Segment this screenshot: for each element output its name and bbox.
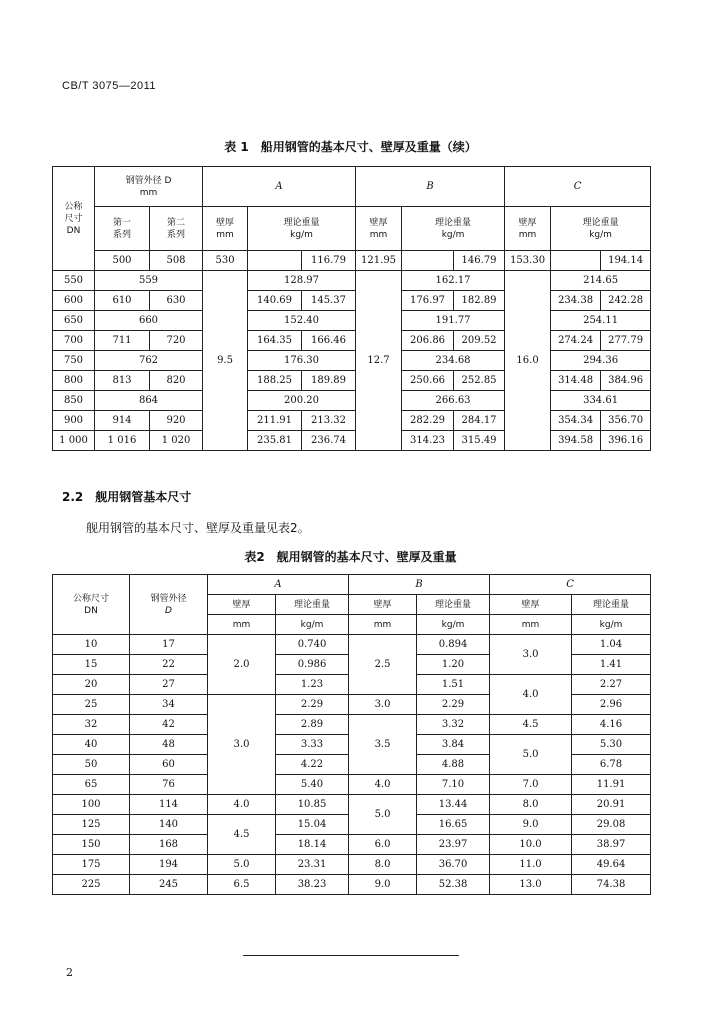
wall-cell-a-blank <box>248 251 302 271</box>
weight-cell-a-1: 211.91 <box>248 411 302 431</box>
weight-cell-c-1: 394.58 <box>551 431 601 451</box>
weight-cell-c-2: 242.28 <box>601 291 651 311</box>
group-c-header: C <box>490 575 651 595</box>
table2 <box>52 574 651 895</box>
weight-cell-c: 5.30 <box>572 735 651 755</box>
weight-cell-b-2: 182.89 <box>454 291 505 311</box>
weight-cell-b-2: 284.17 <box>454 411 505 431</box>
weight-cell-c: 11.91 <box>572 775 651 795</box>
weight-cell-c-2: 396.16 <box>601 431 651 451</box>
wall-cell-a: 4.5 <box>208 815 276 855</box>
weight-cell-b: 162.17 <box>402 271 505 291</box>
weight-cell-a: 3.33 <box>276 735 349 755</box>
group-b-header: B <box>349 575 490 595</box>
weight-cell-a: 38.23 <box>276 875 349 895</box>
dn-cell: 32 <box>53 715 130 735</box>
weight-cell-a: 4.22 <box>276 755 349 775</box>
weight-cell-c: 1.41 <box>572 655 651 675</box>
weight-cell-b-1: 250.66 <box>402 371 454 391</box>
dn-cell: 900 <box>53 411 95 431</box>
weight-cell-c: 1.04 <box>572 635 651 655</box>
wall-unit-c: mm <box>490 615 572 635</box>
wall-cell-a: 5.0 <box>208 855 276 875</box>
footer-rule <box>243 955 459 956</box>
weight-cell-c: 38.97 <box>572 835 651 855</box>
dn-cell: 15 <box>53 655 130 675</box>
weight-cell-b: 13.44 <box>417 795 490 815</box>
table1 <box>52 166 651 451</box>
weight-header-c: 理论重量 kg/m <box>551 207 651 251</box>
group-a-header: A <box>208 575 349 595</box>
dn-cell: 850 <box>53 391 95 411</box>
weight-cell-b: 3.84 <box>417 735 490 755</box>
wall-cell-a: 6.5 <box>208 875 276 895</box>
table-row <box>53 271 651 291</box>
weight-header-c: 理论重量 <box>572 595 651 615</box>
od-cell: 34 <box>130 695 208 715</box>
weight-cell-b-1: 146.79 <box>454 251 505 271</box>
weight-cell-c-2: 384.96 <box>601 371 651 391</box>
weight-cell-a: 2.29 <box>276 695 349 715</box>
wall-cell-c-blank <box>551 251 601 271</box>
wall-cell-b: 3.5 <box>349 715 417 775</box>
weight-cell-b: 191.77 <box>402 311 505 331</box>
dn-cell: 20 <box>53 675 130 695</box>
weight-cell-a: 128.97 <box>248 271 356 291</box>
weight-unit-a: kg/m <box>276 615 349 635</box>
weight-cell-b-1: 176.97 <box>402 291 454 311</box>
group-a-header: A <box>203 167 356 207</box>
wall-unit-a: mm <box>208 615 276 635</box>
weight-cell-a: 200.20 <box>248 391 356 411</box>
dn-cell: 750 <box>53 351 95 371</box>
weight-cell-b: 1.51 <box>417 675 490 695</box>
od-cell: 48 <box>130 735 208 755</box>
od-series2-cell: 630 <box>150 291 203 311</box>
dn-cell: 125 <box>53 815 130 835</box>
table-row <box>53 855 651 875</box>
weight-cell-b-1: 206.86 <box>402 331 454 351</box>
weight-cell-a: 152.40 <box>248 311 356 331</box>
wall-cell-c: 13.0 <box>490 875 572 895</box>
weight-cell-b-1: 314.23 <box>402 431 454 451</box>
wall-cell-c: 7.0 <box>490 775 572 795</box>
od-header: 钢管外径 D mm <box>95 167 203 207</box>
od-cell: 76 <box>130 775 208 795</box>
od-series2-cell: 1 020 <box>150 431 203 451</box>
weight-cell-b: 36.70 <box>417 855 490 875</box>
od-cell: 22 <box>130 655 208 675</box>
dn-cell: 50 <box>53 755 130 775</box>
dn-cell: 600 <box>53 291 95 311</box>
table-row <box>53 431 651 451</box>
wall-cell-b: 2.5 <box>349 635 417 695</box>
weight-cell-b-2: 209.52 <box>454 331 505 351</box>
table-row <box>53 635 651 655</box>
wall-cell-c: 9.0 <box>490 815 572 835</box>
wall-header-b: 壁厚 <box>349 595 417 615</box>
dn-cell: 25 <box>53 695 130 715</box>
table-row <box>53 291 651 311</box>
dn-cell: 550 <box>53 271 95 291</box>
wall-cell-b: 12.7 <box>356 271 402 451</box>
table-row <box>53 331 651 351</box>
od-series2-cell: 530 <box>203 251 248 271</box>
weight-cell-b: 266.63 <box>402 391 505 411</box>
weight-cell-c-1: 354.34 <box>551 411 601 431</box>
table-row <box>53 311 651 331</box>
wall-cell-a: 2.0 <box>208 635 276 695</box>
wall-cell-c: 16.0 <box>505 271 551 451</box>
od-cell: 17 <box>130 635 208 655</box>
weight-cell-c: 49.64 <box>572 855 651 875</box>
table2-caption: 表2 舰用钢管的基本尺寸、壁厚及重量 <box>244 550 457 564</box>
weight-header-b: 理论重量 kg/m <box>402 207 505 251</box>
series2-header: 第二 系列 <box>150 207 203 251</box>
weight-cell-c-1: 194.14 <box>601 251 651 271</box>
dn-header: 公称 尺寸 DN <box>53 167 95 271</box>
weight-cell-c: 29.08 <box>572 815 651 835</box>
od-series1-cell: 711 <box>95 331 150 351</box>
od-cell: 140 <box>130 815 208 835</box>
weight-cell-a-2: 213.32 <box>302 411 356 431</box>
weight-cell-c-1: 314.48 <box>551 371 601 391</box>
weight-cell-c-2: 356.70 <box>601 411 651 431</box>
dn-cell: 225 <box>53 875 130 895</box>
weight-cell-a: 5.40 <box>276 775 349 795</box>
od-cell: 864 <box>95 391 203 411</box>
dn-cell: 650 <box>53 311 95 331</box>
dn-cell: 175 <box>53 855 130 875</box>
group-c-header: C <box>505 167 651 207</box>
dn-cell: 65 <box>53 775 130 795</box>
od-cell: 42 <box>130 715 208 735</box>
dn-header: 公称尺寸 DN <box>53 575 130 635</box>
group-b-header: B <box>356 167 505 207</box>
table-row <box>53 835 651 855</box>
weight-cell-a-1: 188.25 <box>248 371 302 391</box>
weight-cell-a: 23.31 <box>276 855 349 875</box>
weight-cell-a-2: 166.46 <box>302 331 356 351</box>
table1-caption: 表 1 船用钢管的基本尺寸、壁厚及重量（续） <box>224 140 477 154</box>
table-row <box>53 251 651 271</box>
od-series1-cell: 1 016 <box>95 431 150 451</box>
dn-cell: 10 <box>53 635 130 655</box>
table-row <box>53 715 651 735</box>
dn-cell: 150 <box>53 835 130 855</box>
table-row <box>53 775 651 795</box>
weight-header-a: 理论重量 <box>276 595 349 615</box>
wall-cell-c: 3.0 <box>490 635 572 675</box>
od-series1-cell: 508 <box>150 251 203 271</box>
weight-cell-b: 2.29 <box>417 695 490 715</box>
wall-cell-b: 3.0 <box>349 695 417 715</box>
od-cell: 245 <box>130 875 208 895</box>
od-series1-cell: 610 <box>95 291 150 311</box>
od-cell: 559 <box>95 271 203 291</box>
section-heading: 2.2 舰用钢管基本尺寸 <box>62 490 192 504</box>
table-row <box>53 875 651 895</box>
wall-cell-a: 9.5 <box>203 271 248 451</box>
wall-cell-b-blank <box>402 251 454 271</box>
wall-cell-a: 3.0 <box>208 695 276 795</box>
running-header: CB/T 3075—2011 <box>62 80 157 92</box>
weight-cell-a: 1.23 <box>276 675 349 695</box>
weight-cell-b-1: 282.29 <box>402 411 454 431</box>
wall-cell-b: 9.0 <box>349 875 417 895</box>
weight-cell-c: 2.96 <box>572 695 651 715</box>
od-cell: 194 <box>130 855 208 875</box>
weight-cell-c: 6.78 <box>572 755 651 775</box>
weight-cell-a-2: 145.37 <box>302 291 356 311</box>
table-row <box>53 795 651 815</box>
weight-cell-c: 294.36 <box>551 351 651 371</box>
weight-cell-a-1: 164.35 <box>248 331 302 351</box>
od-header: 钢管外径 D <box>130 575 208 635</box>
weight-cell-c: 2.27 <box>572 675 651 695</box>
weight-cell-a: 176.30 <box>248 351 356 371</box>
od-series1-cell: 813 <box>95 371 150 391</box>
weight-cell-a: 0.986 <box>276 655 349 675</box>
wall-cell-c: 5.0 <box>490 735 572 775</box>
wall-header-a: 壁厚 <box>208 595 276 615</box>
wall-cell-c: 8.0 <box>490 795 572 815</box>
dn-cell: 40 <box>53 735 130 755</box>
weight-cell-b: 23.97 <box>417 835 490 855</box>
od-cell: 168 <box>130 835 208 855</box>
table-row <box>53 411 651 431</box>
dn-cell: 100 <box>53 795 130 815</box>
wall-header-c: 壁厚 mm <box>505 207 551 251</box>
od-series2-cell: 820 <box>150 371 203 391</box>
weight-cell-b-2: 315.49 <box>454 431 505 451</box>
weight-cell-a-1: 116.79 <box>302 251 356 271</box>
weight-cell-b: 1.20 <box>417 655 490 675</box>
weight-cell-b: 52.38 <box>417 875 490 895</box>
weight-unit-c: kg/m <box>572 615 651 635</box>
od-cell: 114 <box>130 795 208 815</box>
od-cell: 660 <box>95 311 203 331</box>
weight-cell-a-2: 236.74 <box>302 431 356 451</box>
weight-cell-a: 18.14 <box>276 835 349 855</box>
weight-cell-c: 20.91 <box>572 795 651 815</box>
weight-cell-b: 0.894 <box>417 635 490 655</box>
weight-header-b: 理论重量 <box>417 595 490 615</box>
weight-cell-c: 254.11 <box>551 311 651 331</box>
dn-cell: 500 <box>95 251 150 271</box>
weight-header-a: 理论重量 kg/m <box>248 207 356 251</box>
od-series2-cell: 920 <box>150 411 203 431</box>
wall-header-c: 壁厚 <box>490 595 572 615</box>
od-series2-cell: 720 <box>150 331 203 351</box>
weight-unit-b: kg/m <box>417 615 490 635</box>
weight-cell-a-2: 121.95 <box>356 251 402 271</box>
weight-cell-c-1: 274.24 <box>551 331 601 351</box>
wall-header-a: 壁厚 mm <box>203 207 248 251</box>
weight-cell-c: 334.61 <box>551 391 651 411</box>
dn-cell: 1 000 <box>53 431 95 451</box>
weight-cell-c: 214.65 <box>551 271 651 291</box>
weight-cell-b: 3.32 <box>417 715 490 735</box>
weight-cell-c-1: 234.38 <box>551 291 601 311</box>
dn-cell: 700 <box>53 331 95 351</box>
series1-header: 第一 系列 <box>95 207 150 251</box>
od-cell: 27 <box>130 675 208 695</box>
page-number: 2 <box>66 966 73 979</box>
wall-cell-a: 4.0 <box>208 795 276 815</box>
weight-cell-a-2: 189.89 <box>302 371 356 391</box>
od-cell: 762 <box>95 351 203 371</box>
weight-cell-a-1: 235.81 <box>248 431 302 451</box>
od-cell: 60 <box>130 755 208 775</box>
weight-cell-c: 4.16 <box>572 715 651 735</box>
wall-cell-c: 4.0 <box>490 675 572 715</box>
table-row <box>53 351 651 371</box>
weight-cell-c-2: 277.79 <box>601 331 651 351</box>
weight-cell-b: 4.88 <box>417 755 490 775</box>
od-series1-cell: 914 <box>95 411 150 431</box>
weight-cell-a: 2.89 <box>276 715 349 735</box>
weight-cell-b: 16.65 <box>417 815 490 835</box>
wall-cell-b: 5.0 <box>349 795 417 835</box>
weight-cell-a-1: 140.69 <box>248 291 302 311</box>
weight-cell-a: 10.85 <box>276 795 349 815</box>
weight-cell-a: 15.04 <box>276 815 349 835</box>
table-row <box>53 371 651 391</box>
section-paragraph: 舰用钢管的基本尺寸、壁厚及重量见表2。 <box>86 521 310 535</box>
wall-cell-c: 4.5 <box>490 715 572 735</box>
wall-unit-b: mm <box>349 615 417 635</box>
wall-cell-b: 4.0 <box>349 775 417 795</box>
wall-header-b: 壁厚 mm <box>356 207 402 251</box>
weight-cell-b-2: 153.30 <box>505 251 551 271</box>
weight-cell-b: 7.10 <box>417 775 490 795</box>
wall-cell-c: 11.0 <box>490 855 572 875</box>
weight-cell-b-2: 252.85 <box>454 371 505 391</box>
wall-cell-b: 6.0 <box>349 835 417 855</box>
weight-cell-c: 74.38 <box>572 875 651 895</box>
wall-cell-c: 10.0 <box>490 835 572 855</box>
weight-cell-a: 0.740 <box>276 635 349 655</box>
dn-cell: 800 <box>53 371 95 391</box>
weight-cell-b: 234.68 <box>402 351 505 371</box>
table-row <box>53 391 651 411</box>
wall-cell-b: 8.0 <box>349 855 417 875</box>
